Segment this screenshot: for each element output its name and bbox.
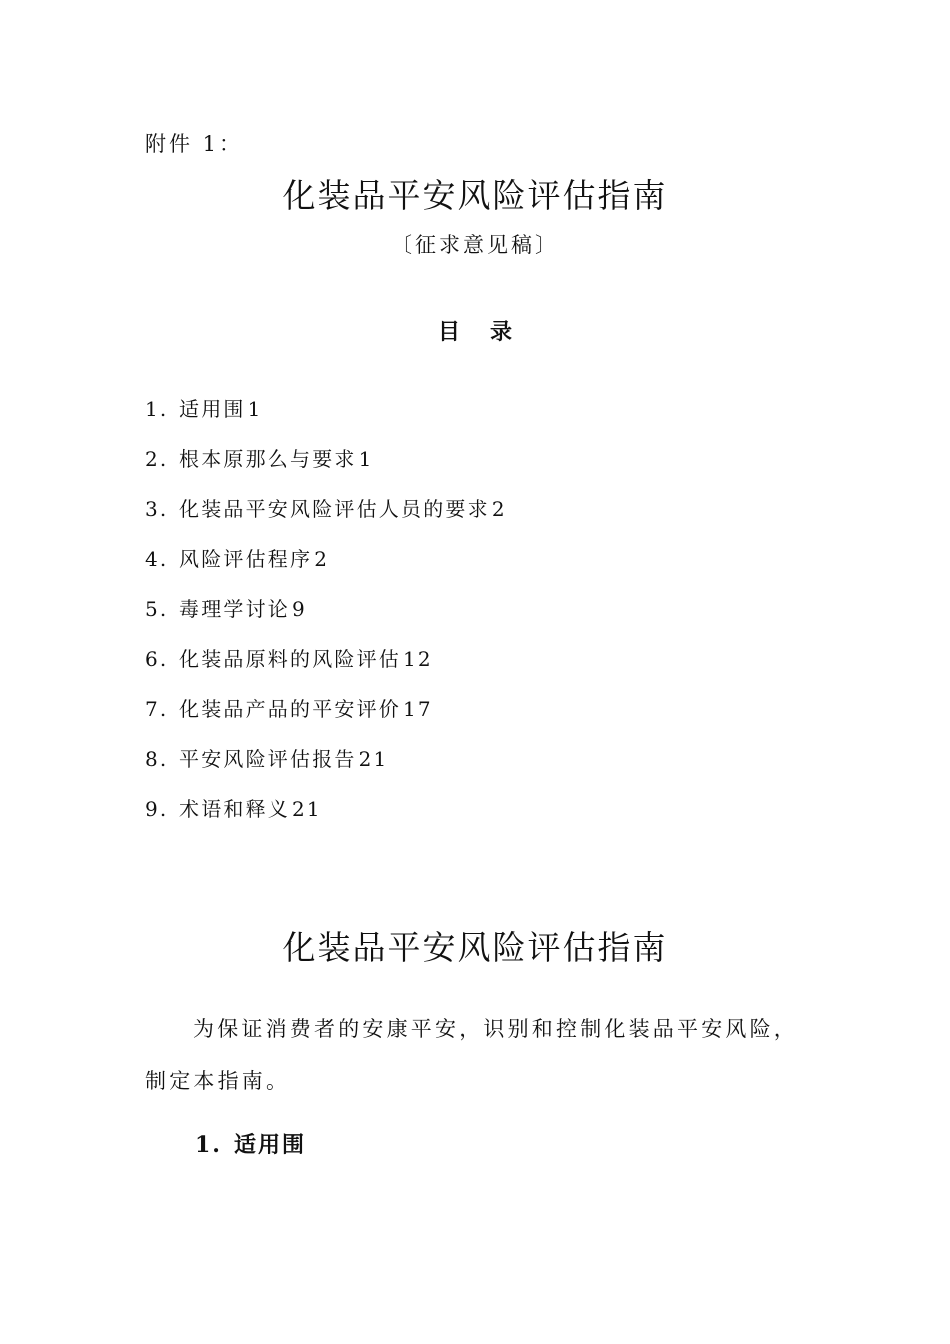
table-of-contents [145,395,507,845]
toc-item-title: 适用围 [179,397,246,421]
toc-item-page: 2 [314,547,330,571]
section-number: 1. [195,1132,222,1158]
toc-item[interactable] [145,745,507,795]
attachment-label: 附件 1： [145,132,244,156]
toc-item-page: 9 [292,597,307,621]
toc-heading: 目录 [437,319,542,345]
toc-item-number: 4. [145,547,169,571]
toc-item[interactable] [145,395,507,445]
toc-item-title: 术语和释义 [179,797,290,821]
toc-item-number: 1. [145,397,169,421]
toc-item-number: 7. [145,697,169,721]
toc-item-page: 21 [292,797,322,821]
document-title: 化装品平安风险评估指南 [282,176,668,215]
toc-item-page: 1 [247,397,263,421]
toc-item-number: 6. [145,647,169,671]
toc-item-title: 化装品产品的平安评价 [179,697,401,721]
toc-item-page: 1 [358,447,374,471]
toc-item-title: 毒理学讨论 [179,597,290,621]
toc-item-page: 17 [403,697,433,721]
toc-item[interactable] [145,445,507,495]
toc-item[interactable] [145,795,507,845]
toc-item[interactable] [145,595,507,645]
section-title: 适用围 [233,1132,306,1158]
toc-item-title: 根本原那么与要求 [179,447,357,471]
toc-item-number: 9. [145,797,169,821]
toc-item-page: 21 [358,747,389,771]
intro-paragraph: 为保证消费者的安康平安，识别和控制化装品平安风险，制定本指南。 [145,1017,798,1093]
toc-item-number: 5. [145,597,169,621]
toc-item-page: 2 [491,497,507,521]
toc-item-number: 3. [145,497,169,521]
body-title: 化装品平安风险评估指南 [282,928,668,967]
toc-item-number: 8. [145,747,169,771]
toc-item-title: 化装品原料的风险评估 [179,647,401,671]
toc-item[interactable] [145,695,507,745]
toc-item[interactable] [145,645,507,695]
toc-item-number: 2. [145,447,169,471]
toc-item-title: 风险评估程序 [179,547,313,571]
toc-item-page: 12 [403,647,433,671]
section-heading [195,1128,306,1159]
toc-item[interactable] [145,495,507,545]
toc-item-title: 化装品平安风险评估人员的要求 [179,497,490,521]
document-subtitle: 〔征求意见稿〕 [391,233,559,257]
toc-item-title: 平安风险评估报告 [179,747,357,771]
toc-item[interactable] [145,545,507,595]
